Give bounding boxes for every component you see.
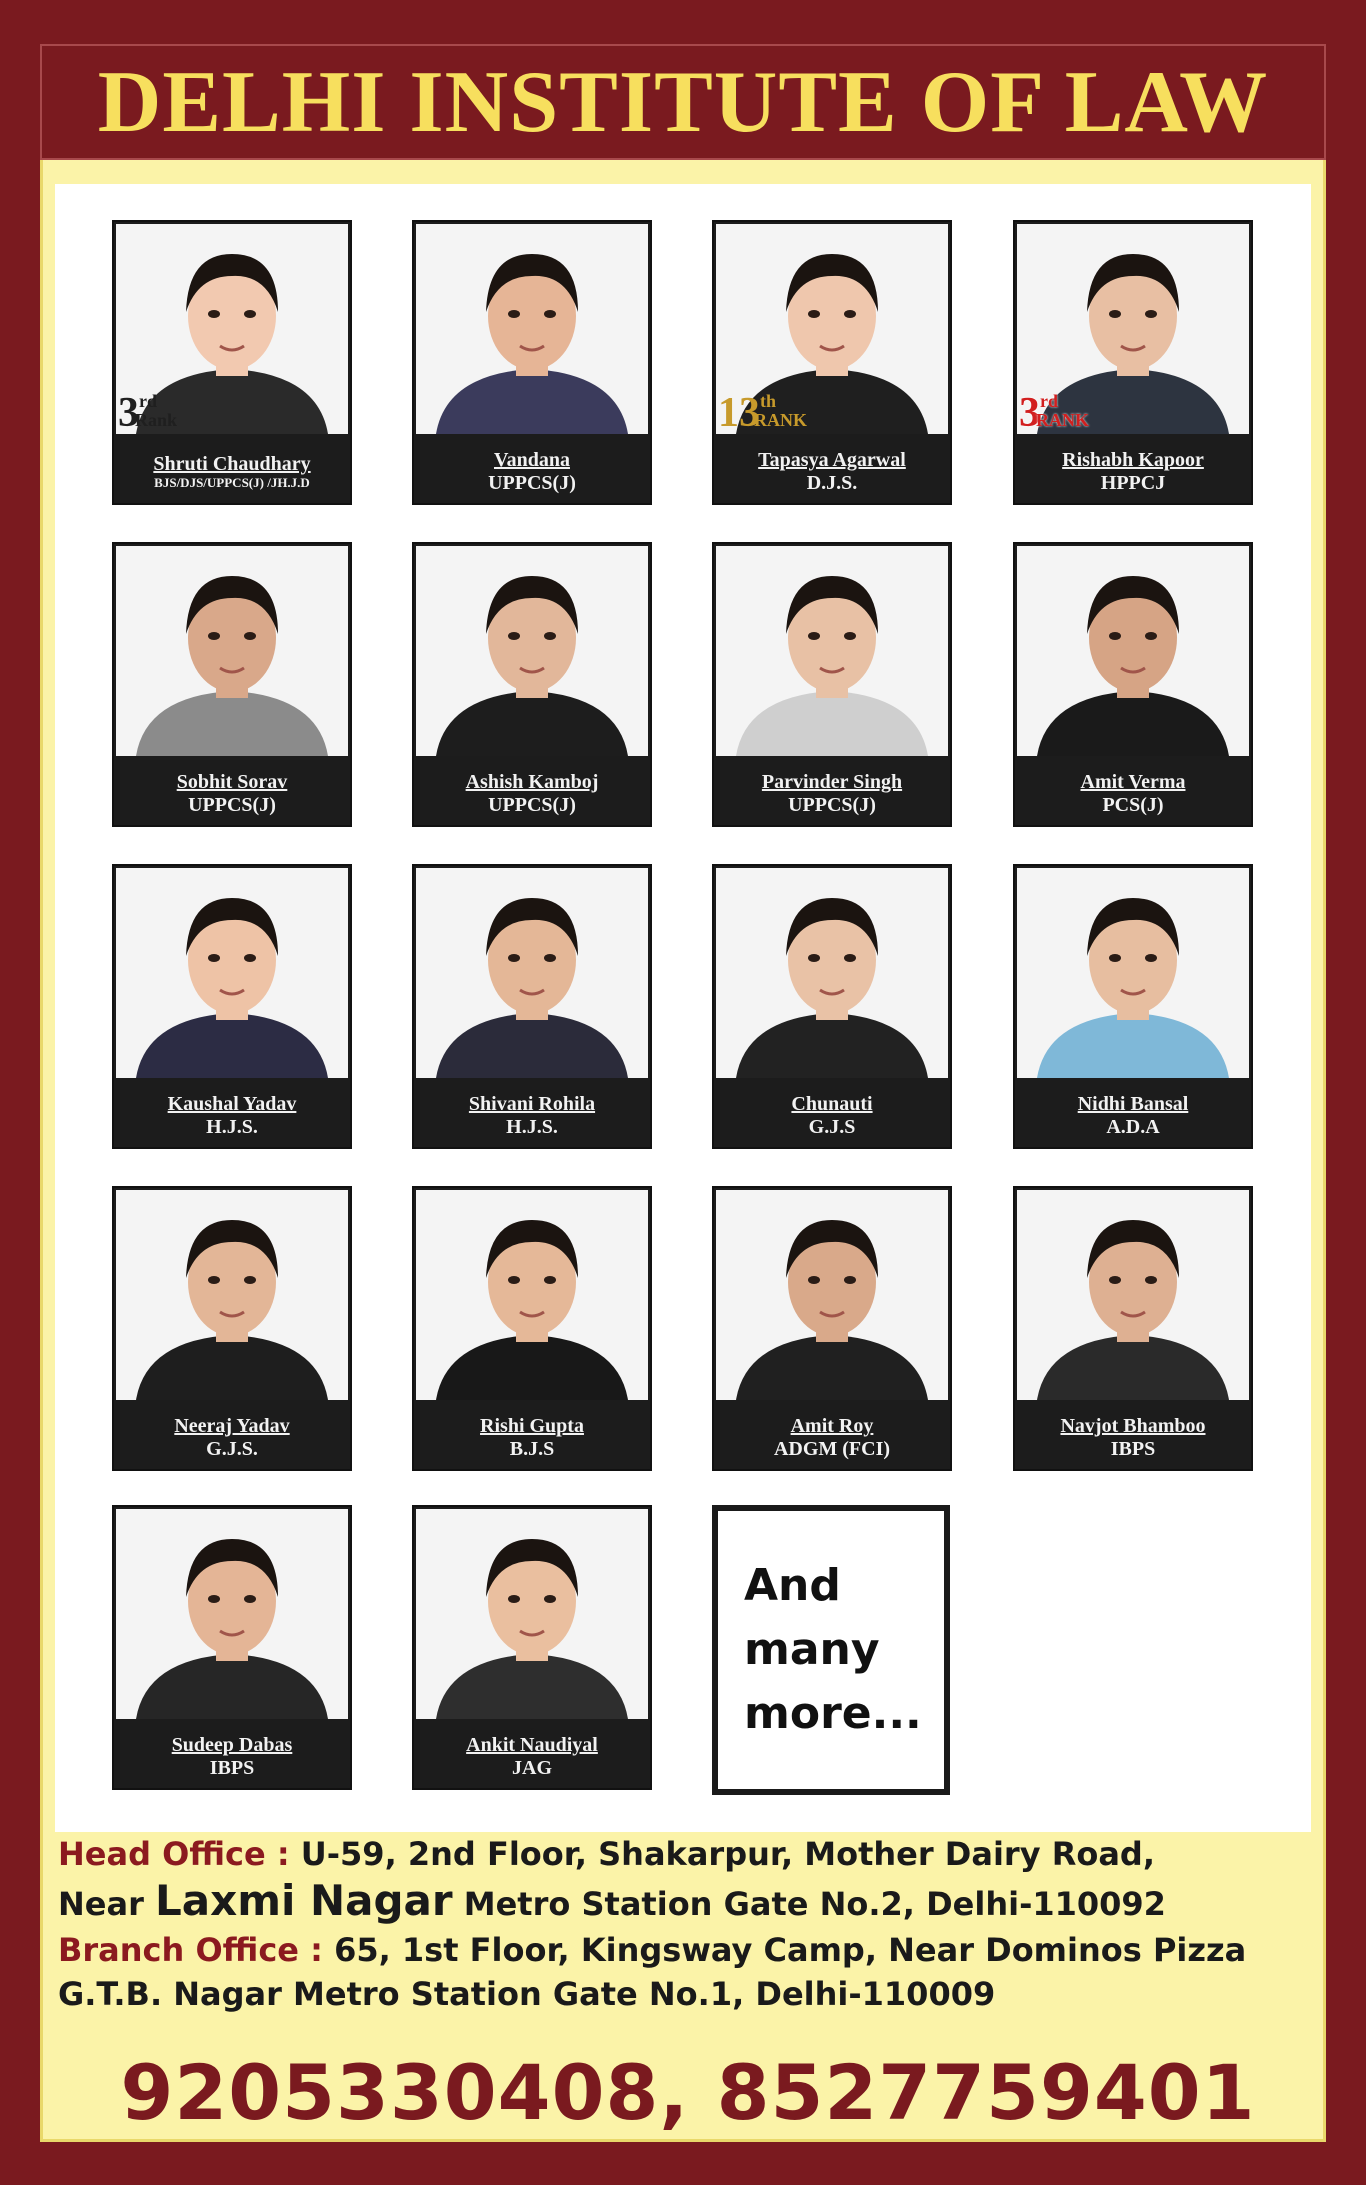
topper-name: Amit Roy [790,1414,874,1437]
branch-office-line-1 [58,1931,1318,1969]
topper-exam: IBPS [209,1756,255,1779]
topper-photo [416,1509,648,1719]
rank-suffix: th [760,391,777,411]
topper-card [112,542,352,827]
topper-caption [714,760,950,827]
topper-name: Sobhit Sorav [176,770,288,793]
topper-exam: H.J.S. [206,1115,258,1138]
topper-exam: ADGM (FCI) [773,1437,891,1460]
institute-title: DELHI INSTITUTE OF LAW [97,53,1269,151]
topper-photo [416,224,648,434]
and-many-more-box [712,1505,950,1795]
topper-card [1013,1186,1253,1471]
topper-caption [714,1082,950,1149]
topper-photo [716,868,948,1078]
topper-caption [414,438,650,505]
topper-card [412,220,652,505]
topper-photo [716,1190,948,1400]
topper-photo [416,1190,648,1400]
topper-name: Navjot Bhamboo [1060,1414,1206,1437]
topper-caption [1015,438,1251,505]
topper-card [712,542,952,827]
topper-photo [1017,546,1249,756]
topper-caption [114,760,350,827]
topper-photo [1017,868,1249,1078]
head-office-address-1: U-59, 2nd Floor, Shakarpur, Mother Dairy Road, [289,1835,1155,1873]
topper-card [112,1505,352,1790]
topper-card [112,220,352,505]
topper-name: Nidhi Bansal [1077,1092,1189,1115]
rank-badge [1019,392,1089,434]
topper-card [1013,542,1253,827]
topper-exam: UPPCS(J) [788,793,876,816]
topper-caption [414,760,650,827]
topper-name: Ashish Kamboj [465,770,599,793]
branch-office-label: Branch Office : [58,1931,323,1969]
head-office-near: Near [58,1885,155,1923]
topper-exam: HPPCJ [1100,471,1166,494]
rank-suffix: rd [139,391,157,411]
topper-photo [416,868,648,1078]
topper-exam: A.D.A [1106,1115,1160,1138]
topper-caption [114,1082,350,1149]
title-banner [40,44,1326,160]
topper-caption [414,1082,650,1149]
branch-office-line-2: G.T.B. Nagar Metro Station Gate No.1, Delhi-110009 [58,1975,996,2013]
topper-card [412,1505,652,1790]
topper-card [1013,864,1253,1149]
topper-exam: G.J.S. [206,1437,258,1460]
topper-name: Rishi Gupta [480,1414,584,1437]
rank-number: 3 [1019,390,1040,434]
topper-photo [116,224,348,434]
topper-caption [714,438,950,505]
topper-photo [416,546,648,756]
branch-office-address-1: 65, 1st Floor, Kingsway Camp, Near Dominos Pizza [322,1931,1247,1969]
topper-photo [116,546,348,756]
head-office-label: Head Office : [58,1835,290,1873]
topper-photo [116,1190,348,1400]
topper-caption [414,1723,650,1790]
topper-name: Ankit Naudiyal [466,1733,598,1756]
topper-name: Sudeep Dabas [171,1733,293,1756]
rank-word: RANK [754,410,808,430]
topper-exam: B.J.S [509,1437,555,1460]
topper-photo [1017,1190,1249,1400]
contact-block [58,1835,1318,2013]
rank-suffix: rd [1040,391,1058,411]
topper-caption [1015,1082,1251,1149]
topper-exam: JAG [512,1756,552,1779]
head-office-line-2 [58,1876,1318,1925]
head-office-address-2: Metro Station Gate No.2, Delhi-110092 [452,1885,1166,1923]
topper-name: Kaushal Yadav [167,1092,297,1115]
topper-photo [716,224,948,434]
topper-name: Chunauti [791,1092,873,1115]
topper-photo [116,868,348,1078]
topper-photo [716,546,948,756]
topper-card [1013,220,1253,505]
topper-exam: UPPCS(J) [188,793,276,816]
phone-numbers: 9205330408, 8527759401 [120,2048,1256,2137]
topper-caption [1015,1404,1251,1471]
topper-name: Neeraj Yadav [174,1414,290,1437]
topper-exam: UPPCS(J) [488,471,576,494]
topper-caption [414,1404,650,1471]
rank-badge [118,392,177,434]
topper-name: Shivani Rohila [468,1092,596,1115]
topper-caption [714,1404,950,1471]
and-many-more-text: And many more... [744,1560,922,1739]
rank-number: 13 [718,390,760,434]
laxmi-nagar-text: Laxmi Nagar [155,1876,453,1925]
topper-caption [1015,760,1251,827]
topper-name: Rishabh Kapoor [1062,448,1204,471]
topper-card [412,542,652,827]
topper-caption [114,1723,350,1790]
topper-name: Amit Verma [1080,770,1186,793]
topper-card [412,864,652,1149]
topper-exam: PCS(J) [1102,793,1164,816]
topper-card [712,864,952,1149]
head-office-line-1 [58,1835,1318,1873]
topper-name: Tapasya Agarwal [758,448,906,471]
topper-photo [116,1509,348,1719]
rank-number: 3 [118,390,139,434]
topper-exam: UPPCS(J) [488,793,576,816]
topper-name: Shruti Chaudhary [153,452,311,475]
topper-card [112,1186,352,1471]
rank-badge [718,392,807,434]
topper-exam: D.J.S. [806,471,858,494]
topper-name: Vandana [494,448,570,471]
topper-caption [114,438,350,505]
topper-card [712,220,952,505]
rank-word: RANK [1036,410,1089,430]
topper-card [412,1186,652,1471]
topper-exam: G.J.S [808,1115,856,1138]
topper-exam: IBPS [1110,1437,1156,1460]
topper-exam: H.J.S. [506,1115,558,1138]
topper-caption [114,1404,350,1471]
topper-exam: BJS/DJS/UPPCS(J) /JH.J.D [154,474,310,490]
topper-name: Parvinder Singh [761,770,903,793]
topper-card [712,1186,952,1471]
topper-photo [1017,224,1249,434]
topper-card [112,864,352,1149]
rank-word: Rank [135,410,178,430]
